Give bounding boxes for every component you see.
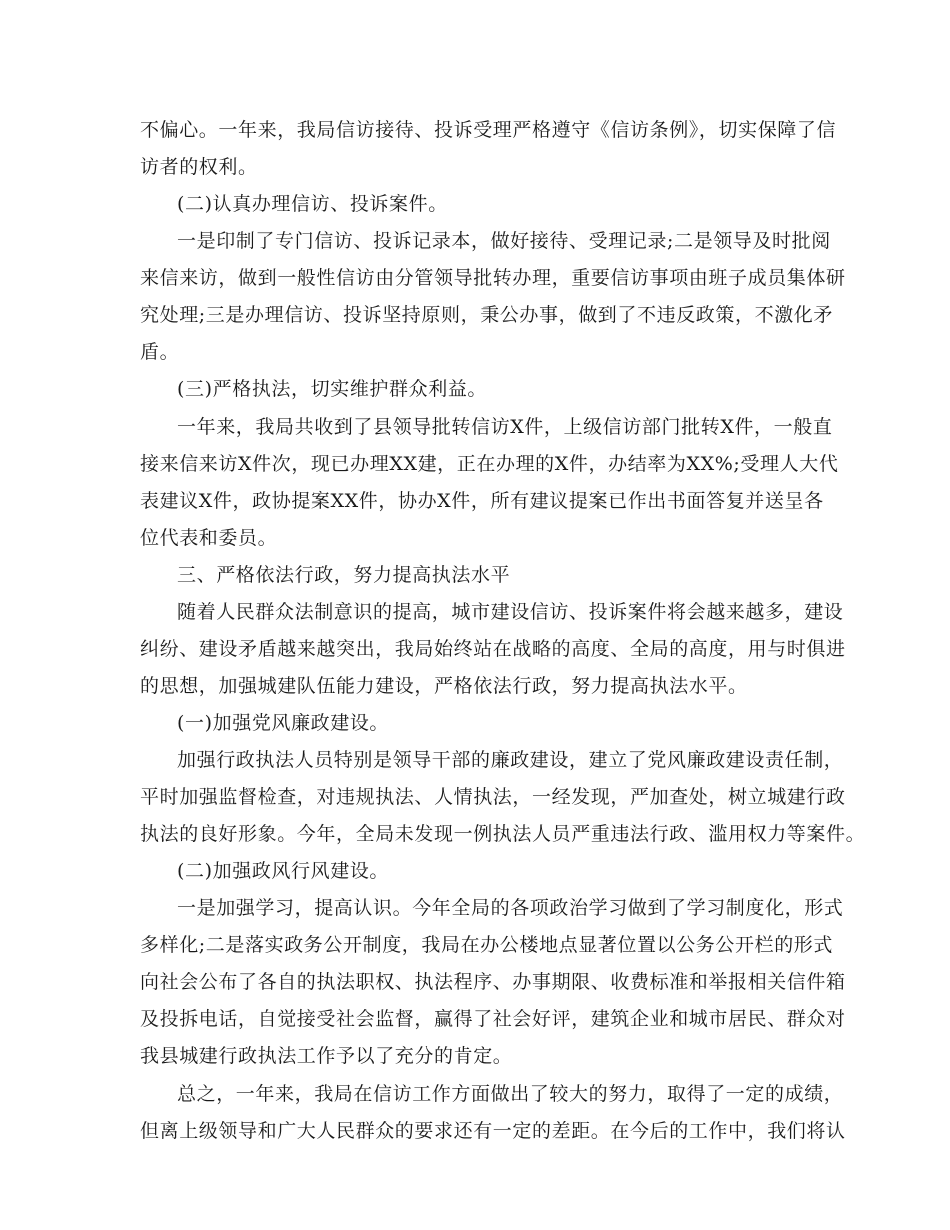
text-line: 来信来访，做到一般性信访由分管领导批转办理，重要信访事项由班子成员集体研 (140, 267, 846, 289)
text-line: 加强行政执法人员特别是领导干部的廉政建设，建立了党风廉政建设责任制， (177, 749, 844, 771)
text-line: 及投拆电话，自觉接受社会监督，赢得了社会好评，建筑企业和城市居民、群众对 (140, 1008, 846, 1030)
section-heading: (二)认真办理信访、投诉案件。 (177, 193, 448, 215)
text-line: 总之，一年来，我局在信访工作方面做出了较大的努力，取得了一定的成绩， (177, 1083, 844, 1105)
text-line: 向社会公布了各自的执法职权、执法程序、办事期限、收费标准和举报相关信件箱 (140, 971, 846, 993)
text-line: 纠纷、建设矛盾越来越突出，我局始终站在战略的高度、全局的高度，用与时俱进 (140, 638, 846, 660)
text-line: 随着人民群众法制意识的提高，城市建设信访、投诉案件将会越来越多，建设 (177, 601, 844, 623)
text-line: 平时加强监督检查，对违规执法、人情执法，一经发现，严加查处，树立城建行政 (140, 786, 846, 808)
text-line: 接来信来访X件次，现已办理XX建，正在办理的X件，办结率为XX%;受理人大代 (140, 453, 839, 475)
text-line: 位代表和委员。 (140, 527, 278, 549)
text-line: 执法的良好形象。今年，全局未发现一例执法人员严重违法行政、滥用权力等案件。 (140, 823, 866, 845)
text-line: 一是印制了专门信访、投诉记录本，做好接待、受理记录;二是领导及时批阅 (177, 230, 831, 252)
text-line: 一是加强学习，提高认识。今年全局的各项政治学习做到了学习制度化，形式 (177, 897, 844, 919)
text-line: 表建议X件，政协提案XX件，协办X件，所有建议提案已作出书面答复并送呈各 (140, 490, 824, 512)
section-heading: (三)严格执法，切实维护群众利益。 (177, 378, 488, 400)
text-line: 不偏心。一年来，我局信访接待、投诉受理严格遵守《信访条例》，切实保障了信 (140, 119, 837, 141)
section-heading: (二)加强政风行风建设。 (177, 860, 390, 882)
text-line: 但离上级领导和广大人民群众的要求还有一定的差距。在今后的工作中，我们将认 (140, 1120, 846, 1142)
text-line: 盾。 (140, 341, 180, 363)
section-heading: 三、严格依法行政，努力提高执法水平 (177, 564, 511, 586)
section-heading: (一)加强党风廉政建设。 (177, 712, 390, 734)
text-line: 多样化;二是落实政务公开制度，我局在办公楼地点显著位置以公务公开栏的形式 (140, 934, 834, 956)
text-line: 访者的权利。 (140, 156, 258, 178)
text-line: 我县城建行政执法工作予以了充分的肯定。 (140, 1045, 513, 1067)
text-line: 究处理;三是办理信访、投诉坚持原则，秉公办事，做到了不违反政策，不激化矛 (140, 304, 834, 326)
text-line: 一年来，我局共收到了县领导批转信访X件，上级信访部门批转X件，一般直 (177, 416, 833, 438)
text-line: 的思想，加强城建队伍能力建设，严格依法行政，努力提高执法水平。 (140, 675, 748, 697)
